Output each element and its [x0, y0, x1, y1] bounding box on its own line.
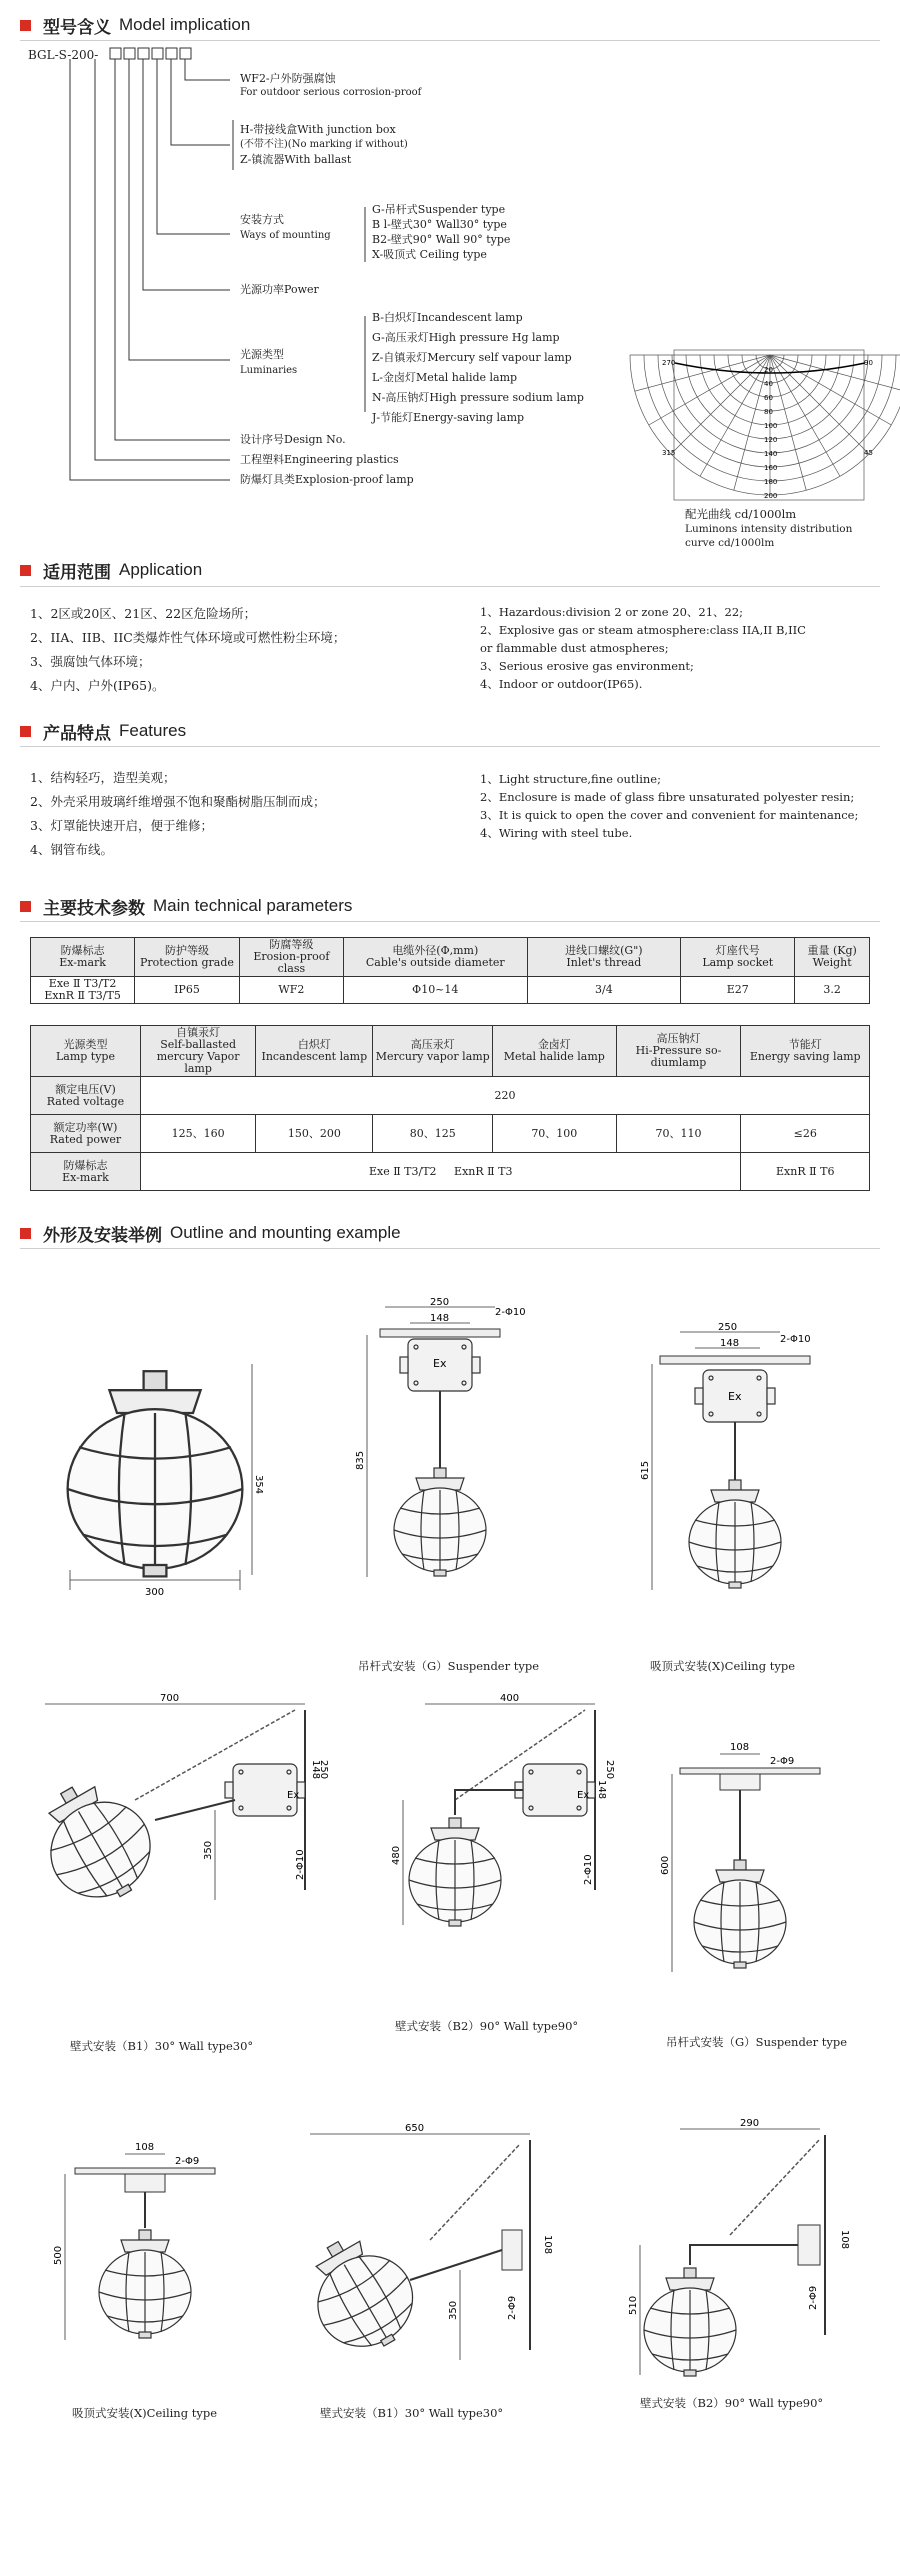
application-en-item: 4、Indoor or outdoor(IP65).: [480, 677, 643, 691]
curve-title: 配光曲线 cd/1000lm: [685, 507, 797, 521]
section-title-cn: 产品特点: [43, 723, 111, 744]
lamp-header-cell: 节能灯 Energy saving lamp: [741, 1026, 870, 1077]
spec-cell-exmark: Exe Ⅱ T3/T2 ExnR Ⅱ T3/T5: [31, 977, 135, 1004]
application-cn-item: 2、IIA、IIB、IIC类爆炸性气体环境或可燃性粉尘环境；: [30, 630, 346, 645]
spec-header-cell: 灯座代号 Lamp socket: [681, 938, 795, 977]
lamp-header-cell: 自镇汞灯 Self-ballasted mercury Vapor lamp: [140, 1026, 255, 1077]
section-title-cn: 主要技术参数: [43, 898, 145, 919]
model-x: X-吸顶式 Ceiling type: [372, 248, 487, 261]
curve-angle-315: 315: [662, 449, 676, 457]
section-rule: [20, 586, 880, 587]
power-value: 125、160: [140, 1115, 255, 1153]
application-cn-list: [30, 602, 345, 698]
application-en-item: 2、Explosive gas or steam atmosphere:class IIA,II B,IIC: [480, 623, 806, 637]
model-mount-en: Ways of mounting: [240, 230, 331, 241]
model-mount-cn: 安装方式: [240, 213, 284, 226]
dim-615: 615: [640, 1460, 651, 1480]
application-en-item: 3、Serious erosive gas environment;: [480, 659, 694, 673]
section-title-cn: 外形及安装举例: [43, 1225, 162, 1246]
figure-wall-b1: [25, 1690, 329, 1950]
figure-wall-b2-small: [620, 2115, 860, 2385]
spec-table-lamps: [30, 1025, 870, 1191]
dim-250: 250: [604, 1760, 615, 1780]
model-wf2: WF2-户外防强腐蚀: [240, 72, 336, 85]
exmark-value-b: ExnR Ⅱ T6: [741, 1153, 870, 1191]
caption-wall-b1-small: 壁式安装（B1）30° Wall type30°: [320, 2406, 504, 2420]
curve-angle-270: 270: [662, 359, 676, 367]
application-cn-item: 1、2区或20区、21区、22区危险场所；: [30, 606, 257, 621]
spec-cell-weight: 3.2: [795, 977, 870, 1004]
spec-cell-socket: E27: [681, 977, 795, 1004]
application-cn-item: 3、强腐蚀气体环境；: [30, 654, 151, 669]
curve-caption-en2: curve cd/1000lm: [685, 537, 775, 549]
features-en-item: 1、Light structure,fine outline;: [480, 772, 661, 786]
curve-value-label: 40: [764, 380, 773, 388]
spec-header-cell: 防腐等级 Erosion-proof class: [239, 938, 343, 977]
model-lum-en: Luminaries: [240, 365, 298, 376]
figure-wall-b1-small: [290, 2120, 553, 2390]
section-marker: [20, 1228, 31, 1239]
caption-wall-b2-small: 壁式安装（B2）90° Wall type90°: [640, 2396, 824, 2410]
dim-510: 510: [628, 2295, 639, 2315]
features-en-list: [480, 770, 858, 842]
light-distribution-curve: [660, 345, 880, 505]
ex-label: Ex: [728, 1390, 742, 1403]
model-lamp-z: Z-自镇汞灯Mercury self vapour lamp: [372, 351, 572, 364]
curve-value-label: 200: [764, 492, 778, 500]
model-h-note: (不带不注)(No marking if without): [240, 139, 408, 150]
ex-label: Ex: [577, 1790, 590, 1801]
ex-label: Ex: [287, 1790, 300, 1801]
section-title-params: [20, 893, 352, 919]
figure-ceiling-x-small: [45, 2140, 245, 2370]
dim-2phi10: 2-Φ10: [583, 1854, 594, 1885]
voltage-value: 220: [140, 1077, 869, 1115]
model-plastics: 工程塑料Engineering plastics: [240, 453, 399, 466]
model-lamp-l: L-金卤灯Metal halide lamp: [372, 371, 518, 384]
dim-148: 148: [596, 1780, 607, 1800]
caption-suspender-g: 吊杆式安装（G）Suspender type: [358, 1659, 540, 1673]
model-b1: B l-壁式30° Wall30° type: [372, 218, 507, 231]
curve-angle-90: 90: [864, 359, 873, 367]
curve-value-label: 60: [764, 394, 773, 402]
features-cn-item: 4、钢管布线。: [30, 842, 113, 857]
curve-value-label: 160: [764, 464, 778, 472]
caption-wall-b2: 壁式安装（B2）90° Wall type90°: [395, 2019, 579, 2033]
exmark-label: 防爆标志 Ex-mark: [31, 1153, 141, 1191]
dim-108: 108: [839, 2230, 850, 2250]
model-wf2-en: For outdoor serious corrosion-proof: [240, 87, 422, 98]
application-en-list: [480, 603, 806, 693]
section-title-en: Application: [119, 560, 203, 579]
dim-290: 290: [740, 2118, 760, 2129]
curve-value-label: 180: [764, 478, 778, 486]
dim-148: 148: [720, 1338, 740, 1349]
dim-835: 835: [355, 1450, 366, 1470]
power-label: 额定功率(W) Rated power: [31, 1115, 141, 1153]
dim-148: 148: [430, 1313, 450, 1324]
spec-data-row: [31, 977, 870, 1004]
features-en-item: 2、Enclosure is made of glass fibre unsaturated polyester resin;: [480, 790, 855, 804]
dim-2phi10: 2-Φ10: [780, 1334, 811, 1345]
dim-350: 350: [203, 1840, 214, 1860]
dim-300: 300: [145, 1587, 165, 1598]
lamp-header-cell: 高压汞灯 Mercury vapor lamp: [373, 1026, 493, 1077]
figure-wall-b2: [385, 1690, 625, 1950]
caption-ceiling-x: 吸顶式安装(X)Ceiling type: [650, 1659, 796, 1673]
model-power: 光源功率Power: [240, 283, 319, 296]
lamp-header-cell: 金卤灯 Metal halide lamp: [493, 1026, 616, 1077]
application-en-item: 1、Hazardous:division 2 or zone 20、21、22;: [480, 605, 744, 619]
dim-600: 600: [660, 1855, 671, 1875]
dim-2phi9: 2-Φ9: [808, 2285, 819, 2310]
power-value: 150、200: [256, 1115, 373, 1153]
dim-250: 250: [718, 1322, 738, 1333]
features-cn-item: 3、灯罩能快速开启，便于维修；: [30, 818, 213, 833]
section-title-outline: [20, 1220, 401, 1246]
dim-2phi10: 2-Φ10: [495, 1307, 526, 1318]
figure-suspender-g: [355, 1295, 545, 1635]
caption-wall-b1: 壁式安装（B1）30° Wall type30°: [70, 2039, 254, 2053]
model-lamp-g: G-高压汞灯High pressure Hg lamp: [372, 331, 560, 344]
power-value: 70、110: [616, 1115, 741, 1153]
application-en-item: or flammable dust atmospheres;: [480, 641, 669, 655]
spec-header-cell: 防护等级 Protection grade: [135, 938, 240, 977]
caption-ceiling-x-small: 吸顶式安装(X)Ceiling type: [72, 2406, 218, 2420]
section-title-application: [20, 557, 202, 583]
curve-value-label: 20: [764, 366, 773, 374]
spec-header-cell: 重量 (Kg) Weight: [795, 938, 870, 977]
power-value: 80、125: [373, 1115, 493, 1153]
model-lamp-b: B-白炽灯Incandescent lamp: [372, 311, 523, 324]
section-rule: [20, 1248, 880, 1249]
figure-suspender-g-small: [660, 1740, 860, 2000]
dim-108: 108: [730, 1742, 750, 1753]
caption-suspender-g-small: 吊杆式安装（G）Suspender type: [666, 2035, 848, 2049]
model-h: H-带接线盒With junction box: [240, 123, 396, 136]
curve-value-label: 120: [764, 436, 778, 444]
section-title-en: Main technical parameters: [153, 896, 353, 915]
spec-header-cell: 进线口螺纹(G") Inlet's thread: [527, 938, 681, 977]
features-cn-item: 1、结构轻巧，造型美观；: [30, 770, 176, 785]
model-g: G-吊杆式Suspender type: [372, 203, 506, 216]
model-lamp-n: N-高压钠灯High pressure sodium lamp: [372, 391, 584, 404]
dim-700: 700: [160, 1693, 180, 1704]
voltage-label: 额定电压(V) Rated voltage: [31, 1077, 141, 1115]
spec-header-row: [31, 938, 870, 977]
section-rule: [20, 921, 880, 922]
section-title-cn: 型号含义: [43, 17, 111, 38]
section-marker: [20, 901, 31, 912]
curve-value-label: 100: [764, 422, 778, 430]
model-lum-cn: 光源类型: [240, 348, 284, 361]
dim-500: 500: [53, 2245, 64, 2265]
features-cn-item: 2、外壳采用玻璃纤维增强不饱和聚酯树脂压制而成；: [30, 794, 326, 809]
figure-lamp-outline: [30, 1330, 290, 1630]
dim-2phi9: 2-Φ9: [507, 2295, 518, 2320]
features-en-item: 3、It is quick to open the cover and convenient for maintenance;: [480, 808, 859, 822]
dim-354: 354: [253, 1475, 264, 1495]
dim-148: 148: [310, 1760, 321, 1780]
dim-650: 650: [405, 2123, 425, 2134]
dim-400: 400: [500, 1693, 520, 1704]
section-title-en: Model implication: [119, 15, 251, 34]
spec-header-cell: 电缆外径(Φ,mm) Cable's outside diameter: [344, 938, 527, 977]
model-explosion: 防爆灯具类Explosion-proof lamp: [240, 473, 414, 486]
curve-angle-45: 45: [864, 449, 873, 457]
dim-2phi9: 2-Φ9: [770, 1756, 795, 1767]
section-marker: [20, 565, 31, 576]
exmark-row: [31, 1153, 870, 1191]
dim-350: 350: [448, 2300, 459, 2320]
section-title-features: [20, 718, 186, 744]
dim-2phi9: 2-Φ9: [175, 2156, 200, 2167]
spec-cell-wf: WF2: [239, 977, 343, 1004]
power-value: 70、100: [493, 1115, 616, 1153]
section-title-en: Outline and mounting example: [170, 1223, 401, 1242]
section-marker: [20, 726, 31, 737]
figure-ceiling-x: [640, 1320, 840, 1640]
dim-250: 250: [430, 1297, 450, 1308]
dim-250: 250: [318, 1760, 329, 1780]
dim-108: 108: [542, 2235, 553, 2255]
lamp-header-row: [31, 1026, 870, 1077]
dim-2phi10: 2-Φ10: [295, 1849, 306, 1880]
spec-cell-ip: IP65: [135, 977, 240, 1004]
lamp-type-label: 光源类型 Lamp type: [31, 1026, 141, 1077]
section-title-cn: 适用范围: [43, 562, 111, 583]
curve-value-label: 140: [764, 450, 778, 458]
application-cn-item: 4、户内、户外(IP65)。: [30, 678, 165, 693]
power-value: ≤26: [741, 1115, 870, 1153]
curve-caption-en1: Luminons intensity distribution: [685, 523, 853, 535]
section-rule: [20, 746, 880, 747]
lamp-header-cell: 白炽灯 Incandescent lamp: [256, 1026, 373, 1077]
model-code: BGL-S-200-: [28, 48, 99, 62]
lamp-header-cell: 高压钠灯 Hi-Pressure so-diumlamp: [616, 1026, 741, 1077]
spec-header-cell: 防爆标志 Ex-mark: [31, 938, 135, 977]
curve-spoke: [770, 355, 891, 425]
ex-label: Ex: [433, 1357, 447, 1370]
features-cn-list: [30, 766, 325, 862]
model-z: Z-镇流器With ballast: [240, 153, 352, 166]
model-design: 设计序号Design No.: [240, 433, 346, 446]
model-b2: B2-壁式90° Wall 90° type: [372, 233, 511, 246]
model-bracket-lines: [0, 0, 420, 500]
section-title-en: Features: [119, 721, 187, 740]
spec-table-general: [30, 937, 870, 1004]
features-en-item: 4、Wiring with steel tube.: [480, 826, 633, 840]
curve-value-label: 80: [764, 408, 773, 416]
voltage-row: [31, 1077, 870, 1115]
spec-cell-cable: Φ10~14: [344, 977, 527, 1004]
spec-cell-thread: 3/4: [527, 977, 681, 1004]
model-lamp-j: J-节能灯Energy-saving lamp: [372, 411, 525, 424]
dim-480: 480: [391, 1845, 402, 1865]
dim-108: 108: [135, 2142, 155, 2153]
power-row: [31, 1115, 870, 1153]
exmark-value-a: Exe Ⅱ T3/T2 ExnR Ⅱ T3: [140, 1153, 741, 1191]
